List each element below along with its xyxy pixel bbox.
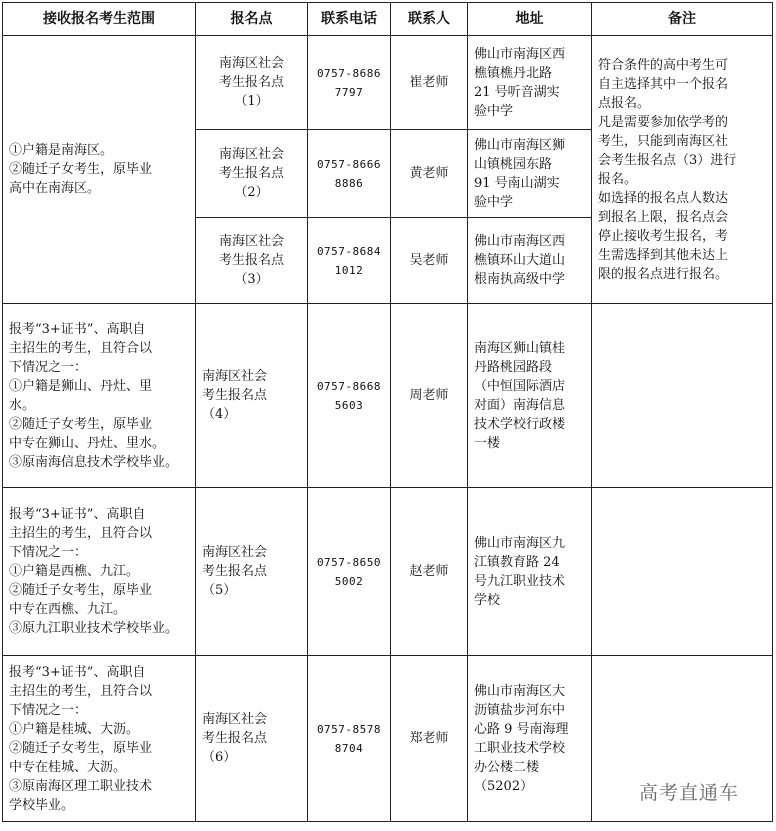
cell-line: 0757-8650 bbox=[316, 555, 382, 569]
cell-line: 如选择的报名点人数达 bbox=[598, 190, 729, 206]
site-cell bbox=[196, 36, 308, 130]
cell-line: 山镇桃园东路 bbox=[474, 156, 553, 172]
cell-line: 水。 bbox=[9, 397, 36, 413]
cell-line: 南海区社会 bbox=[202, 712, 268, 727]
cell-line: 凡是需要参加依学考的 bbox=[598, 114, 729, 130]
cell-line: 南海区社会 bbox=[202, 369, 268, 384]
cell-line: （中恒国际酒店 bbox=[474, 378, 566, 394]
contact-cell: 赵老师 bbox=[391, 488, 468, 656]
cell-line: 考生报名点 bbox=[202, 731, 268, 746]
cell-line: 1012 bbox=[334, 263, 364, 277]
phone-cell bbox=[308, 656, 391, 822]
cell-line: 主招生的考生，且符合以 bbox=[9, 526, 153, 541]
cell-line: 南海区社会 bbox=[202, 545, 268, 560]
cell-line: 南海区社会 bbox=[218, 234, 284, 249]
cell-line: 下情况之一： bbox=[9, 545, 88, 560]
cell-line: 江镇教育路 24 bbox=[474, 554, 560, 570]
note-cell bbox=[592, 488, 773, 656]
cell-line: 报考“3+证书”、高职自 bbox=[9, 321, 146, 337]
cell-line: 中专在西樵、九江。 bbox=[9, 602, 127, 617]
site-cell bbox=[196, 130, 308, 218]
cell-line: 号九江职业技术 bbox=[474, 573, 566, 589]
cell-line: 限的报名点进行报名。 bbox=[598, 266, 729, 282]
cell-line: 佛山市南海区九 bbox=[474, 535, 566, 551]
cell-line: 会考生报名点（3）进行 bbox=[598, 152, 737, 168]
cell-line: ①户籍是桂城、大沥。 bbox=[9, 721, 140, 737]
cell-line: ③原南海区理工职业技术 bbox=[9, 778, 153, 794]
cell-line: 考生，只能到南海区社 bbox=[598, 133, 729, 149]
header-site: 报名点 bbox=[196, 3, 308, 36]
address-cell bbox=[468, 488, 592, 656]
header-contact: 联系人 bbox=[391, 3, 468, 36]
cell-line: ②随迁子女考生，原毕业 bbox=[9, 416, 153, 432]
cell-line: 根南执高级中学 bbox=[474, 272, 566, 287]
contact-cell: 郑老师 bbox=[391, 656, 468, 822]
header-address: 地址 bbox=[468, 3, 592, 36]
cell-line: 对面）南海信息 bbox=[474, 397, 566, 413]
scope-cell bbox=[3, 656, 196, 822]
cell-line: 考生报名点 bbox=[202, 388, 268, 403]
cell-line: ①户籍是狮山、丹灶、里 bbox=[9, 378, 153, 394]
table-row bbox=[3, 36, 773, 130]
cell-line: 学校毕业。 bbox=[9, 797, 75, 813]
cell-line: 符合条件的高中考生可 bbox=[598, 57, 729, 73]
scope-cell bbox=[3, 36, 196, 304]
cell-line: 考生报名点 bbox=[218, 253, 284, 268]
cell-line: 佛山市南海区狮 bbox=[474, 137, 566, 153]
phone-cell bbox=[308, 218, 391, 304]
cell-line: 生需选择到其他未达上 bbox=[598, 247, 729, 263]
cell-line: 验中学 bbox=[474, 103, 514, 119]
note-cell bbox=[592, 36, 773, 304]
cell-line: 验中学 bbox=[474, 194, 514, 210]
cell-line: 5603 bbox=[334, 398, 364, 412]
cell-line: 7797 bbox=[334, 85, 364, 99]
cell-line: 0757-8686 bbox=[316, 66, 382, 80]
cell-line: 佛山市南海区西 bbox=[474, 46, 566, 62]
cell-line: 工职业技术学校 bbox=[474, 740, 566, 756]
cell-line: 停止接收考生报名，考 bbox=[598, 228, 729, 244]
cell-line: 樵镇樵丹北路 bbox=[474, 65, 553, 81]
cell-line: 自主选择其中一个报名 bbox=[598, 76, 729, 92]
cell-line: 南海区社会 bbox=[218, 56, 284, 71]
cell-line: ③原南海信息技术学校毕业。 bbox=[9, 454, 179, 470]
phone-cell bbox=[308, 304, 391, 488]
cell-line: 佛山市南海区大 bbox=[474, 683, 566, 699]
phone-cell bbox=[308, 488, 391, 656]
contact-cell: 吴老师 bbox=[391, 218, 468, 304]
cell-line: ②随迁子女考生，原毕业 bbox=[9, 162, 153, 177]
cell-line: 考生报名点 bbox=[218, 75, 284, 90]
note-cell bbox=[592, 304, 773, 488]
address-cell bbox=[468, 656, 592, 822]
cell-line: 学校 bbox=[474, 592, 501, 608]
cell-line: （6） bbox=[202, 750, 237, 765]
cell-line: （1） bbox=[234, 94, 269, 109]
cell-line: 考生报名点 bbox=[218, 166, 284, 181]
phone-cell bbox=[308, 130, 391, 218]
site-cell bbox=[196, 218, 308, 304]
cell-line: （2） bbox=[234, 185, 269, 200]
registration-table bbox=[2, 2, 773, 822]
table-row bbox=[3, 304, 773, 488]
header-note: 备注 bbox=[592, 3, 773, 36]
cell-line: 报考“3+证书”、高职自 bbox=[9, 507, 146, 522]
table-row bbox=[3, 488, 773, 656]
header-scope: 接收报名考生范围 bbox=[3, 3, 196, 36]
cell-line: 报名。 bbox=[598, 171, 638, 187]
cell-line: 0757-8684 bbox=[316, 244, 382, 258]
cell-line: 91 号南山湖实 bbox=[474, 175, 560, 191]
cell-line: 点报名。 bbox=[598, 95, 651, 111]
address-cell bbox=[468, 218, 592, 304]
cell-line: ②随迁子女考生，原毕业 bbox=[9, 740, 153, 756]
cell-line: 佛山市南海区西 bbox=[474, 234, 566, 249]
cell-line: 沥镇盐步河东中 bbox=[474, 702, 566, 718]
site-cell bbox=[196, 488, 308, 656]
address-cell bbox=[468, 304, 592, 488]
cell-line: 考生报名点 bbox=[202, 564, 268, 579]
cell-line: 21 号听音湖实 bbox=[474, 84, 560, 100]
cell-line: 中专在桂城、大沥。 bbox=[9, 759, 127, 775]
cell-line: 樵镇环山大道山 bbox=[474, 253, 566, 268]
cell-line: （4） bbox=[202, 407, 237, 422]
cell-line: （5202） bbox=[474, 778, 534, 794]
cell-line: 南海区狮山镇桂 bbox=[474, 340, 566, 356]
cell-line: 办公楼二楼 bbox=[474, 759, 540, 775]
contact-cell: 黄老师 bbox=[391, 130, 468, 218]
cell-line: 8886 bbox=[334, 176, 364, 190]
cell-line: 8704 bbox=[334, 741, 364, 755]
cell-line: 技术学校行政楼 bbox=[474, 416, 566, 432]
cell-line: 0757-8578 bbox=[316, 722, 382, 736]
cell-line: 到报名上限，报名点会 bbox=[598, 209, 729, 225]
site-cell bbox=[196, 656, 308, 822]
cell-line: 一楼 bbox=[474, 435, 501, 451]
cell-line: 报考“3+证书”、高职自 bbox=[9, 664, 146, 680]
cell-line: 下情况之一： bbox=[9, 359, 88, 375]
cell-line: ①户籍是西樵、九江。 bbox=[9, 564, 140, 579]
cell-line: ③原九江职业技术学校毕业。 bbox=[9, 621, 179, 636]
cell-line: ①户籍是南海区。 bbox=[9, 143, 114, 158]
address-cell bbox=[468, 130, 592, 218]
cell-line: ②随迁子女考生，原毕业 bbox=[9, 583, 153, 598]
cell-line: 0757-8668 bbox=[316, 379, 382, 393]
cell-line: 高中在南海区。 bbox=[9, 181, 101, 196]
cell-line: 0757-8666 bbox=[316, 157, 382, 171]
cell-line: 南海区社会 bbox=[218, 147, 284, 162]
cell-line: 5002 bbox=[334, 574, 364, 588]
cell-line: （5） bbox=[202, 583, 237, 598]
cell-line: 主招生的考生，且符合以 bbox=[9, 340, 153, 356]
cell-line: 下情况之一： bbox=[9, 702, 88, 718]
scope-cell bbox=[3, 488, 196, 656]
header-phone: 联系电话 bbox=[308, 3, 391, 36]
cell-line: 丹路桃园路段 bbox=[474, 359, 553, 375]
cell-line: 主招生的考生，且符合以 bbox=[9, 683, 153, 699]
site-cell bbox=[196, 304, 308, 488]
scope-cell bbox=[3, 304, 196, 488]
cell-line: 中专在狮山、丹灶、里水。 bbox=[9, 435, 166, 451]
address-cell bbox=[468, 36, 592, 130]
header-row bbox=[3, 3, 773, 36]
cell-line: （3） bbox=[234, 272, 269, 287]
phone-cell bbox=[308, 36, 391, 130]
contact-cell: 崔老师 bbox=[391, 36, 468, 130]
watermark-logo: 高考直通车 bbox=[639, 782, 740, 804]
cell-line: 心路 9 号南海理 bbox=[474, 721, 569, 737]
contact-cell: 周老师 bbox=[391, 304, 468, 488]
